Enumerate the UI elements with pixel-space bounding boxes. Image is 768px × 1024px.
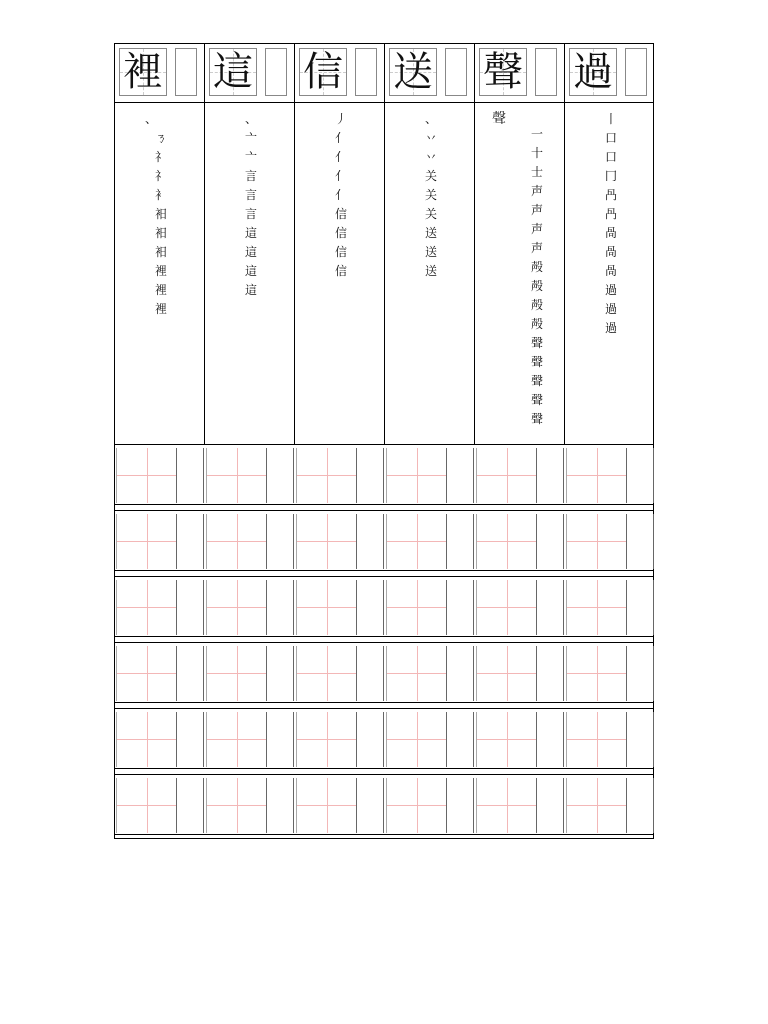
writing-square[interactable] [477,646,537,701]
practice-cell[interactable] [206,448,294,503]
stroke-step: 关 [424,188,437,202]
writing-side-box[interactable] [267,778,294,833]
writing-side-box[interactable] [447,514,474,569]
stroke-step: ㄋ [154,131,167,145]
practice-row [115,774,653,835]
writing-side-box[interactable] [537,580,564,635]
stroke-step: 言 [244,169,257,183]
practice-cell[interactable] [116,778,204,833]
character-header [205,44,294,103]
practice-cell[interactable] [206,646,294,701]
stroke-step: 、 [244,112,257,126]
writing-side-box[interactable] [537,448,564,503]
writing-side-box[interactable] [177,778,204,833]
stroke-step: 聲 [530,412,543,426]
practice-cell[interactable] [296,646,384,701]
stroke-step: 冎 [604,188,617,202]
practice-cell[interactable] [296,514,384,569]
model-character: 聲 [483,49,523,95]
stroke-step: 信 [334,245,347,259]
writing-side-box[interactable] [267,712,294,767]
writing-square[interactable] [117,646,177,701]
writing-side-box[interactable] [177,580,204,635]
writing-side-box[interactable] [627,448,654,503]
stroke-step: 丷 [424,150,437,164]
writing-side-box[interactable] [177,514,204,569]
pinyin-box [625,48,647,96]
stroke-step: 丷 [424,131,437,145]
writing-square[interactable] [297,514,357,569]
writing-square[interactable] [117,514,177,569]
writing-square[interactable] [207,646,267,701]
character-column [115,44,205,444]
stroke-step: 聲 [530,336,543,350]
writing-side-box[interactable] [267,514,294,569]
practice-cell[interactable] [296,778,384,833]
writing-side-box[interactable] [357,448,384,503]
writing-square[interactable] [297,778,357,833]
writing-side-box[interactable] [537,712,564,767]
stroke-step: 声 [530,184,543,198]
stroke-step: 声 [530,203,543,217]
practice-row [115,708,653,769]
stroke-step: 聲 [530,374,543,388]
writing-square[interactable] [207,580,267,635]
stroke-step: 咼 [604,264,617,278]
practice-cell[interactable] [566,778,654,833]
writing-side-box[interactable] [357,778,384,833]
writing-square[interactable] [567,646,627,701]
stroke-step: 亻 [334,188,347,202]
writing-square[interactable] [297,580,357,635]
stroke-step: 丿 [334,112,347,126]
practice-row [115,444,653,505]
model-character: 這 [213,49,253,95]
practice-cell[interactable] [566,646,654,701]
stroke-step: 衵 [154,226,167,240]
stroke-step: 裡 [154,264,167,278]
writing-square[interactable] [567,712,627,767]
writing-side-box[interactable] [447,580,474,635]
pinyin-box [445,48,467,96]
stroke-step: 這 [244,226,257,240]
practice-cell[interactable] [206,778,294,833]
stroke-step: 士 [530,165,543,179]
stroke-step: 裡 [154,283,167,297]
writing-square[interactable] [117,580,177,635]
practice-cell[interactable] [476,514,564,569]
practice-cell[interactable] [476,580,564,635]
practice-cell[interactable] [116,514,204,569]
stroke-step: 口 [604,150,617,164]
model-character: 過 [573,49,613,95]
character-header [475,44,564,103]
stroke-step: 咼 [604,245,617,259]
writing-side-box[interactable] [357,646,384,701]
practice-cell[interactable] [566,448,654,503]
stroke-step: 過 [604,302,617,316]
stroke-step: 殸 [530,298,543,312]
practice-cell[interactable] [386,646,474,701]
practice-cell[interactable] [116,448,204,503]
practice-cell[interactable] [476,646,564,701]
writing-side-box[interactable] [357,514,384,569]
practice-cell[interactable] [476,778,564,833]
practice-row [115,576,653,637]
writing-side-box[interactable] [447,778,474,833]
practice-cell[interactable] [296,448,384,503]
writing-side-box[interactable] [177,646,204,701]
writing-square[interactable] [297,712,357,767]
stroke-step: 、 [424,112,437,126]
stroke-step: 、 [144,112,157,126]
practice-cell[interactable] [566,514,654,569]
writing-square[interactable] [567,514,627,569]
writing-side-box[interactable] [537,514,564,569]
practice-cell[interactable] [206,712,294,767]
writing-side-box[interactable] [267,580,294,635]
stroke-step: 言 [244,188,257,202]
stroke-step: 冎 [604,207,617,221]
stroke-order-list [205,110,294,300]
writing-square[interactable] [477,448,537,503]
writing-side-box[interactable] [177,448,204,503]
practice-cell[interactable] [116,580,204,635]
stroke-step: 送 [424,245,437,259]
character-column [385,44,475,444]
stroke-order-list [385,110,474,281]
practice-cell[interactable] [566,580,654,635]
stroke-step: 一 [530,127,543,141]
character-column [295,44,385,444]
writing-side-box[interactable] [267,448,294,503]
writing-square[interactable] [387,778,447,833]
model-character: 裡 [123,49,163,95]
stroke-step: 信 [334,226,347,240]
stroke-step: 送 [424,264,437,278]
writing-side-box[interactable] [627,580,654,635]
writing-square[interactable] [207,778,267,833]
writing-side-box[interactable] [627,712,654,767]
practice-cell[interactable] [206,514,294,569]
writing-side-box[interactable] [627,778,654,833]
writing-side-box[interactable] [537,778,564,833]
stroke-step: 殸 [530,260,543,274]
stroke-step: 亻 [334,169,347,183]
practice-cell[interactable] [116,712,204,767]
practice-cell[interactable] [206,580,294,635]
writing-square[interactable] [567,448,627,503]
stroke-step: 关 [424,207,437,221]
character-column [565,44,655,444]
stroke-step: 過 [604,321,617,335]
writing-square[interactable] [387,712,447,767]
writing-side-box[interactable] [357,580,384,635]
stroke-step: 送 [424,226,437,240]
stroke-step: 過 [604,283,617,297]
character-header [385,44,474,103]
stroke-order-list [565,110,654,338]
stroke-step: 亻 [334,150,347,164]
stroke-step: 這 [244,283,257,297]
practice-cell[interactable] [386,778,474,833]
writing-square[interactable] [207,712,267,767]
writing-square[interactable] [477,712,537,767]
stroke-step: 聲 [492,111,506,127]
practice-cell[interactable] [476,712,564,767]
stroke-step: 殸 [530,317,543,331]
writing-side-box[interactable] [447,448,474,503]
pinyin-box [535,48,557,96]
stroke-step: 亻 [334,131,347,145]
model-character: 信 [303,49,343,95]
stroke-step: 礻 [154,169,167,183]
practice-cell[interactable] [386,580,474,635]
writing-side-box[interactable] [627,514,654,569]
stroke-step: 信 [334,264,347,278]
stroke-step: 殸 [530,279,543,293]
practice-cell[interactable] [386,712,474,767]
practice-row [115,642,653,703]
stroke-step: 声 [530,222,543,236]
character-header [565,44,654,103]
practice-cell[interactable] [386,514,474,569]
writing-side-box[interactable] [537,646,564,701]
practice-cell[interactable] [386,448,474,503]
stroke-step: 這 [244,245,257,259]
stroke-step: 礻 [154,150,167,164]
writing-square[interactable] [567,580,627,635]
stroke-step: 声 [530,241,543,255]
writing-square[interactable] [297,448,357,503]
stroke-step: 裡 [154,302,167,316]
writing-square[interactable] [477,514,537,569]
character-header [295,44,384,103]
stroke-step: 十 [530,146,543,160]
writing-side-box[interactable] [267,646,294,701]
stroke-step: 衵 [154,245,167,259]
writing-side-box[interactable] [357,712,384,767]
pinyin-box [175,48,197,96]
stroke-step: 信 [334,207,347,221]
pinyin-box [265,48,287,96]
writing-square[interactable] [207,448,267,503]
writing-square[interactable] [297,646,357,701]
stroke-step: 聲 [530,355,543,369]
writing-square[interactable] [117,712,177,767]
model-character: 送 [393,49,433,95]
character-header [115,44,204,103]
writing-square[interactable] [477,580,537,635]
stroke-order-list [115,110,204,319]
writing-side-box[interactable] [177,712,204,767]
writing-square[interactable] [477,778,537,833]
stroke-step: 言 [244,207,257,221]
pinyin-box [355,48,377,96]
stroke-step: 亠 [244,131,257,145]
character-worksheet [114,43,654,839]
practice-cell[interactable] [566,712,654,767]
writing-square[interactable] [117,448,177,503]
stroke-step: 亠 [244,150,257,164]
practice-cell[interactable] [296,580,384,635]
stroke-step: 這 [244,264,257,278]
stroke-step: 冂 [604,169,617,183]
stroke-step: 衤 [154,188,167,202]
stroke-step: 口 [604,131,617,145]
practice-row [115,510,653,571]
writing-square[interactable] [117,778,177,833]
writing-square[interactable] [567,778,627,833]
writing-square[interactable] [387,448,447,503]
writing-side-box[interactable] [627,646,654,701]
character-column [475,44,565,444]
character-column [205,44,295,444]
stroke-step: 咼 [604,226,617,240]
stroke-step: 衵 [154,207,167,221]
practice-cell[interactable] [296,712,384,767]
practice-cell[interactable] [476,448,564,503]
stroke-step: 丨 [604,112,617,126]
stroke-order-list [475,110,564,429]
writing-square[interactable] [387,580,447,635]
writing-side-box[interactable] [447,646,474,701]
writing-square[interactable] [387,514,447,569]
stroke-step: 聲 [530,393,543,407]
stroke-step: 关 [424,169,437,183]
writing-square[interactable] [387,646,447,701]
stroke-order-list [295,110,384,281]
practice-cell[interactable] [116,646,204,701]
writing-side-box[interactable] [447,712,474,767]
writing-square[interactable] [207,514,267,569]
